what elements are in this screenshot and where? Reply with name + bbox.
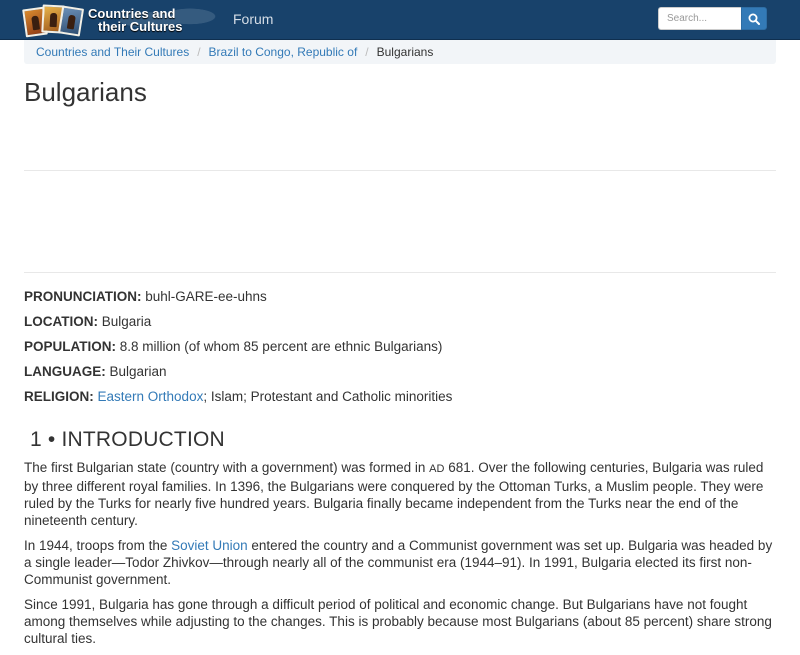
logo-photos-icon — [22, 3, 86, 37]
eastern-orthodox-link[interactable]: Eastern Orthodox — [97, 389, 204, 404]
paragraph — [24, 596, 776, 647]
fact-religion — [24, 389, 776, 405]
paragraph-text: 681. Over the following centuries, Bulgaria was ruled by three different royal families. In 1396, the Bulgarians were conquered by the Ottoman Turks, a Muslim people. They were ruled by the Turks for nearly five hundred years. Bulgaria finally became independent from the Turks near the end of the nineteenth century. — [24, 460, 764, 528]
fact-label: LANGUAGE: — [24, 364, 106, 379]
fact-label: RELIGION: — [24, 389, 94, 404]
section-heading-introduction: 1 • INTRODUCTION — [30, 428, 225, 451]
divider — [24, 170, 776, 171]
fact-population — [24, 339, 776, 355]
divider — [24, 272, 776, 273]
breadcrumb-separator: / — [365, 45, 369, 59]
fact-value: buhl-GARE-ee-uhns — [141, 289, 267, 304]
fact-value: Bulgaria — [98, 314, 152, 329]
paragraph — [24, 537, 776, 588]
search-input[interactable] — [658, 7, 742, 30]
site-logo[interactable] — [22, 3, 183, 37]
breadcrumb-current: Bulgarians — [376, 45, 434, 59]
fact-location — [24, 314, 776, 330]
fact-pronunciation — [24, 289, 776, 305]
paragraph-text: Since 1991, Bulgaria has gone through a difficult period of political and economic change. But Bulgarians have not fought among themselves while adjusting to the changes. This is probably because most Bulgarians (about 85 percent) share strong cultural ties. — [24, 597, 772, 646]
site-name — [88, 7, 183, 33]
era-abbreviation: AD — [429, 463, 445, 475]
search-icon — [748, 13, 760, 25]
breadcrumb-link-countries[interactable]: Countries and Their Cultures — [36, 45, 190, 59]
article-body — [24, 459, 776, 655]
search-button[interactable] — [741, 7, 767, 30]
fact-value: ; Islam; Protestant and Catholic minorities — [203, 389, 453, 404]
breadcrumb-separator: / — [197, 45, 201, 59]
fact-value: Bulgarian — [105, 364, 167, 379]
paragraph-text: The first Bulgarian state (country with a government) was formed in — [24, 460, 430, 475]
breadcrumb — [24, 40, 776, 64]
fact-label: POPULATION: — [24, 339, 116, 354]
forum-link[interactable]: Forum — [233, 11, 274, 27]
soviet-union-link[interactable]: Soviet Union — [171, 538, 248, 553]
breadcrumb-link-brazil-to-congo[interactable]: Brazil to Congo, Republic of — [208, 45, 358, 59]
page-title: Bulgarians — [24, 77, 147, 107]
top-navbar — [0, 0, 800, 40]
site-name-line1: Countries and — [88, 6, 176, 21]
paragraph-text: In 1944, troops from the — [24, 538, 172, 553]
site-name-line2: their Cultures — [98, 19, 183, 34]
paragraph — [24, 459, 776, 529]
fact-label: LOCATION: — [24, 314, 98, 329]
fact-language — [24, 364, 776, 380]
paragraph-text: entered the country and a Communist government was set up. Bulgaria was headed by a single leader—Todor Zhivkov—through nearly all of the communist era (1944–91). In 1991, Bulgaria elected its first non-Communist government. — [24, 538, 773, 587]
fact-label: PRONUNCIATION: — [24, 289, 142, 304]
quick-facts — [24, 289, 776, 414]
fact-value: 8.8 million (of whom 85 percent are ethnic Bulgarians) — [116, 339, 443, 354]
